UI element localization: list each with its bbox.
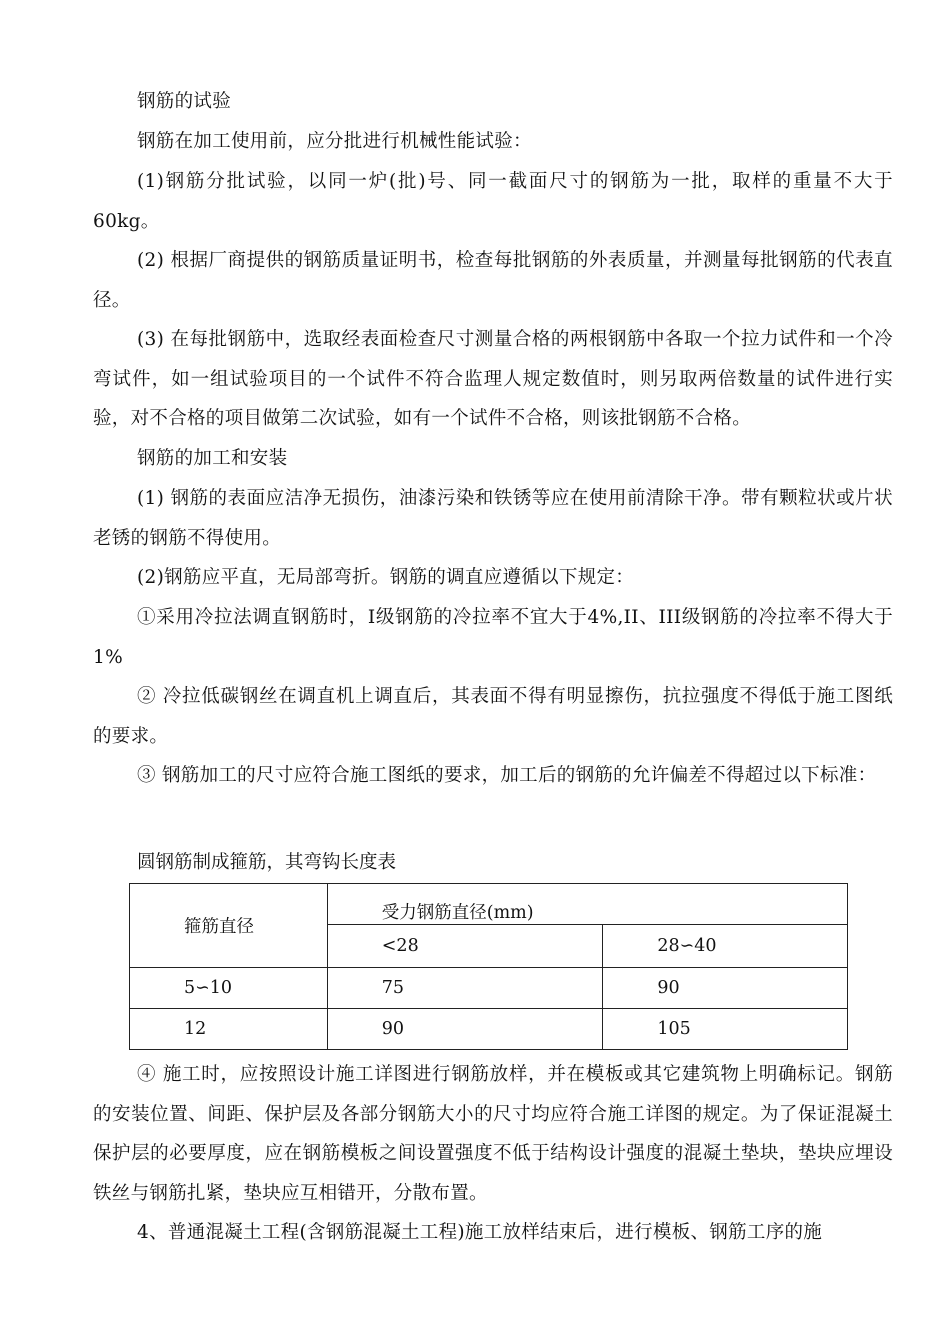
table-row [130, 1009, 848, 1050]
paragraph-straighten-rule-2: ② 冷拉低碳钢丝在调直机上调直后，其表面不得有明显擦伤，抗拉强度不得低于施工图纸的要求。 [93, 686, 893, 747]
table-cell: 90 [603, 968, 848, 1009]
paragraph-concrete-works: 4、普通混凝土工程(含钢筋混凝土工程)施工放样结束后，进行模板、钢筋工序的施 [137, 1222, 823, 1243]
hook-length-table [129, 883, 848, 1050]
table-subheader: 28∽40 [603, 925, 848, 968]
table-group-header: 受力钢筋直径(mm) [327, 884, 847, 925]
heading-rebar-processing: 钢筋的加工和安装 [137, 448, 288, 469]
paragraph-test-item-2: (2) 根据厂商提供的钢筋质量证明书，检查每批钢筋的外表质量，并测量每批钢筋的代表直径。 [93, 250, 893, 311]
table-header-row [130, 884, 848, 925]
table-caption: 圆钢筋制成箍筋，其弯钩长度表 [137, 852, 397, 873]
paragraph-straighten-rule-1: ①采用冷拉法调直钢筋时，I级钢筋的冷拉率不宜大于4%,II、III级钢筋的冷拉率不得大于1% [93, 607, 893, 668]
table-cell-label: 12 [130, 1009, 328, 1050]
paragraph-straighten-rule-3: ③ 钢筋加工的尺寸应符合施工图纸的要求，加工后的钢筋的允许偏差不得超过以下标准： [137, 765, 877, 786]
table-cell: 75 [327, 968, 603, 1009]
table-cell-label: 5∽10 [130, 968, 328, 1009]
paragraph-test-intro: 钢筋在加工使用前，应分批进行机械性能试验： [137, 131, 532, 152]
paragraph-installation-rule-4: ④ 施工时，应按照设计施工详图进行钢筋放样，并在模板或其它建筑物上明确标记。钢筋的安装位置、间距、保护层及各部分钢筋大小的尺寸均应符合施工详图的规定。为了保证混凝土保护层的必要厚度，应在钢筋模板之间设置强度不低于结构设计强度的混凝土垫块，垫块应埋设铁丝与钢筋扎紧，垫块应互相错开，分散布置。 [93, 1064, 893, 1204]
table-cell: 90 [327, 1009, 603, 1050]
table-subheader: <28 [327, 925, 603, 968]
paragraph-processing-item-1: (1) 钢筋的表面应洁净无损伤，油漆污染和铁锈等应在使用前清除干净。带有颗粒状或片状老锈的钢筋不得使用。 [93, 488, 893, 549]
table-row-header: 箍筋直径 [130, 884, 328, 968]
paragraph-test-item-1: (1)钢筋分批试验，以同一炉(批)号、同一截面尺寸的钢筋为一批，取样的重量不大于60kg。 [93, 171, 893, 232]
table-row [130, 968, 848, 1009]
table-cell: 105 [603, 1009, 848, 1050]
heading-rebar-test: 钢筋的试验 [137, 91, 232, 112]
paragraph-processing-item-2: (2)钢筋应平直，无局部弯折。钢筋的调直应遵循以下规定： [137, 567, 635, 588]
paragraph-test-item-3: (3) 在每批钢筋中，选取经表面检查尺寸测量合格的两根钢筋中各取一个拉力试件和一个冷弯试件，如一组试验项目的一个试件不符合监理人规定数值时，则另取两倍数量的试件进行实验，对不合格的项目做第二次试验，如有一个试件不合格，则该批钢筋不合格。 [93, 329, 893, 429]
